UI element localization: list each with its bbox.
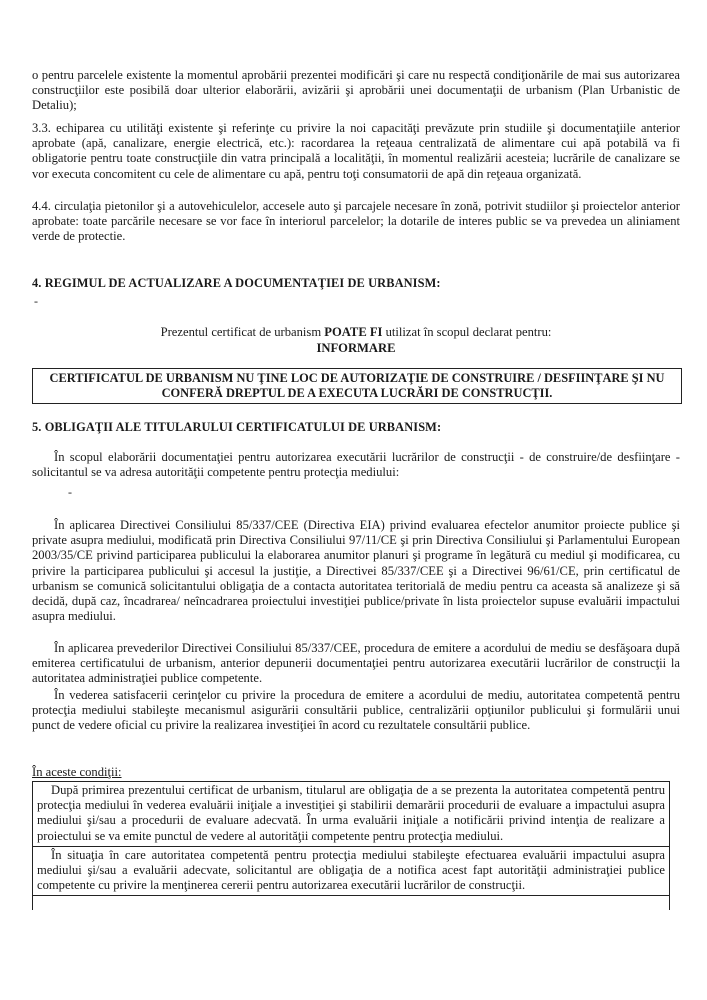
paragraph-parcels: o pentru parcelele existente la momentul aprobării prezentei modificări şi care nu respectă condiţionările de mai sus autorizarea construcţiilor este posibilă doar ulterior elaborării, avizării şi aprobării unei documentaţii de urbanism (Plan Urbanistic de Detaliu); [32, 68, 680, 113]
purpose-label: INFORMARE [316, 341, 396, 355]
frame-tail-row [33, 895, 669, 910]
conditions-label [32, 765, 680, 780]
paragraph-procedure: În aplicarea prevederilor Directivei Consiliului 85/337/CEE, procedura de emitere a acordului de mediu se desfăşoara după emiterea certificatului de urbanism, anterior depunerii documentaţiei pentru autorizarea executării lucrărilor de construcţii la autoritatea administraţiei publice competente. [32, 641, 680, 686]
statement-line [32, 325, 680, 340]
paragraph-scope: În scopul elaborării documentaţiei pentru autorizarea executării lucrărilor de construcţii - de construire/de desfiinţare - solicitantul se va adresa autorităţii competente pentru protecţia mediului: [32, 450, 680, 480]
statement-post: utilizat în scopul declarat pentru: [382, 325, 552, 339]
condition-2: În situaţia în care autoritatea competentă pentru protecţia mediului stabileşte efectuarea evaluării impactului asupra mediului şi/sau a evaluării adecvate, solicitantul are obligaţia de a notifica acest fapt autorităţii administraţiei publice competente cu privire la menţinerea cererii pentru autorizarea executării lucrărilor de construcţii. [33, 846, 669, 896]
section-5-heading: 5. OBLIGAŢII ALE TITULARULUI CERTIFICATULUI DE URBANISM: [32, 420, 442, 434]
section-4-heading: 4. REGIMUL DE ACTUALIZARE A DOCUMENTAŢIEI DE URBANISM: [32, 276, 441, 290]
statement-bold: POATE FI [324, 325, 383, 339]
section-4-dash: - [34, 294, 38, 308]
notice-box: CERTIFICATUL DE URBANISM NU ŢINE LOC DE AUTORIZAŢIE DE CONSTRUIRE / DESFIINŢARE ŞI NU CONFERĂ DREPTUL DE A EXECUTA LUCRĂRI DE CONSTRUCŢII. [32, 368, 682, 404]
paragraph-requirements: În vederea satisfacerii cerinţelor cu privire la procedura de emitere a acordului de mediu, autoritatea competentă pentru protecţia mediului stabileşte mecanismul asigurării consultării publice, centralizării opţiunilor publicului şi formulării unui punct de vedere oficial cu privire la realizarea investiţiei în acord cu rezultatele consultării publice. [32, 688, 680, 733]
conditions-label-text: În aceste condiţii: [32, 765, 122, 779]
paragraph-circulation: 4.4. circulaţia pietonilor şi a autovehiculelor, accesele auto şi parcajele necesare în zonă, potrivit studiilor şi proiectelor anterior aprobate: toate parcările necesare se vor face în interiorul parcelelor; la dotarile de interes public se va prevedea un aliniament verde de protectie. [32, 199, 680, 244]
paragraph-eia: În aplicarea Directivei Consiliului 85/337/CEE (Directiva EIA) privind evaluarea efectelor anumitor proiecte publice şi private asupra mediului, modificată prin Directiva Consiliului 97/11/CE şi prin Directiva Consiliului şi Parlamentului European 2003/35/CE privind participarea publicului la elaborarea anumitor planuri şi programe în legătură cu mediul şi modificarea, cu privire la participarea publicului şi accesul la justiţie, a Directivei 85/337/CEE şi a Directivei 96/61/CE, prin certificatul de urbanism se comunică solicitantului obligaţia de a contacta autoritatea teritorială de mediu pentru ca aceasta să analizeze şi să decidă, după caz, încadrarea/ neîncadrarea proiectului investiţiei publice/private în lista proiectelor supuse evaluării impactului asupra mediului. [32, 518, 680, 624]
section-5-dash: - [68, 485, 72, 499]
paragraph-utilities: 3.3. echiparea cu utilităţi existente şi referinţe cu privire la noi capacităţi prevăzute prin studiile şi documentaţiile anterior aprobate (apă, canalizare, energie electrică, etc.): racordarea la reţeaua centralizată de alimentare cui apă potabilă va fi obligatorie pentru toate construcţiile din vatra principală a localităţii, în momentul realizării acesteia; lucrările de canalizare se vor executa concomitent cu cele de alimentare cu apă, pentru toţi consumatorii de apă din reţeaua organizată. [32, 121, 680, 181]
condition-1: După primirea prezentului certificat de urbanism, titularul are obligaţia de a se prezenta la autoritatea competentă pentru protecţia mediului în vederea evaluării iniţiale a investiţiei şi stabilirii demarării procedurii de evaluare a impactului asupra mediului şi/sau a procedurii de evaluare adecvată. În urma evaluării iniţiale a notificării privind intenţia de realizare a proiectului se va emite punctul de vedere al autorităţii competente pentru protecţia mediului. [37, 783, 665, 843]
statement-pre: Prezentul certificat de urbanism [160, 325, 325, 339]
conditions-frame [32, 781, 670, 910]
